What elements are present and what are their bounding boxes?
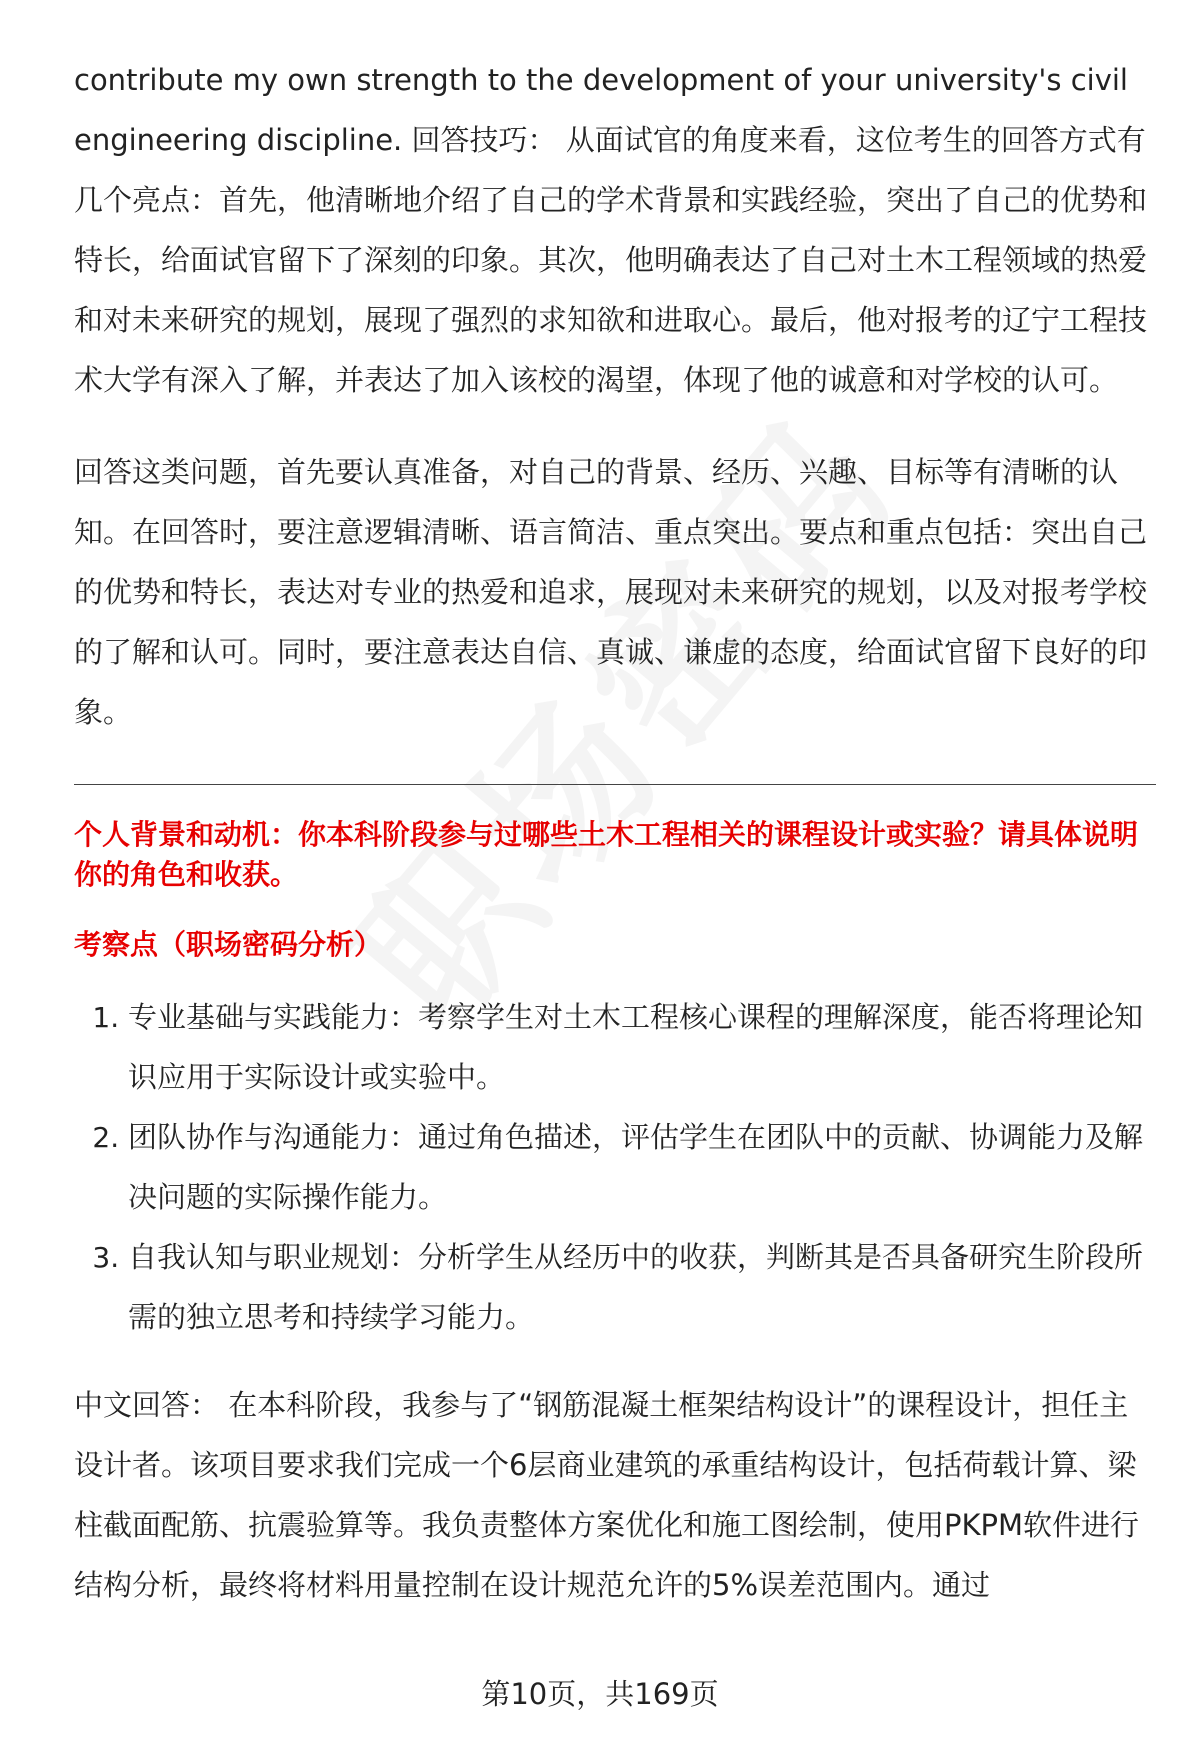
list-item: 1. 专业基础与实践能力：考察学生对土木工程核心课程的理解深度，能否将理论知识应用于实际设计或实验中。 xyxy=(128,987,1154,1107)
page-number: 第10页，共169页 xyxy=(481,1677,719,1711)
list-item: 2. 团队协作与沟通能力：通过角色描述，评估学生在团队中的贡献、协调能力及解决问题的实际操作能力。 xyxy=(128,1107,1154,1227)
paragraph-1: contribute my own strength to the development of your university's civil engineering discipline. 回答技巧： 从面试官的角度来看，这位考生的回答方式有几个亮点：首先，他清晰地介绍了自己的学术背景和实践经验，突出了自己的优势和特长，给面试官留下了深刻的印象。其次，他明确表达了自己对土木工程领域的热爱和对未来研究的规划，展现了强烈的求知欲和进取心。最后，他对报考的辽宁工程技术大学有深入了解，并表达了加入该校的渴望，体现了他的诚意和对学校的认可。 xyxy=(74,63,1148,397)
assessment-points-list xyxy=(74,987,1154,1347)
paragraph-2: 回答这类问题，首先要认真准备，对自己的背景、经历、兴趣、目标等有清晰的认知。在回答时，要注意逻辑清晰、语言简洁、重点突出。要点和重点包括：突出自己的优势和特长，表达对专业的热爱和追求，展现对未来研究的规划，以及对报考学校的了解和认可。同时，要注意表达自信、真诚、谦虚的态度，给面试官留下良好的印象。 xyxy=(74,455,1148,729)
answer-paragraph: 中文回答： 在本科阶段，我参与了“钢筋混凝土框架结构设计”的课程设计，担任主设计者。该项目要求我们完成一个6层商业建筑的承重结构设计，包括荷载计算、梁柱截面配筋、抗震验算等。我负责整体方案优化和施工图绘制，使用PKPM软件进行结构分析，最终将材料用量控制在设计规范允许的5%误差范围内。通过 xyxy=(74,1388,1140,1602)
section-title: 考察点（职场密码分析） xyxy=(74,928,383,961)
document-page xyxy=(74,50,1154,1615)
list-item: 3. 自我认知与职业规划：分析学生从经历中的收获，判断其是否具备研究生阶段所需的独立思考和持续学习能力。 xyxy=(128,1227,1154,1347)
section-divider xyxy=(74,784,1156,785)
question-title: 个人背景和动机：你本科阶段参与过哪些土木工程相关的课程设计或实验？请具体说明你的角色和收获。 xyxy=(74,818,1139,891)
